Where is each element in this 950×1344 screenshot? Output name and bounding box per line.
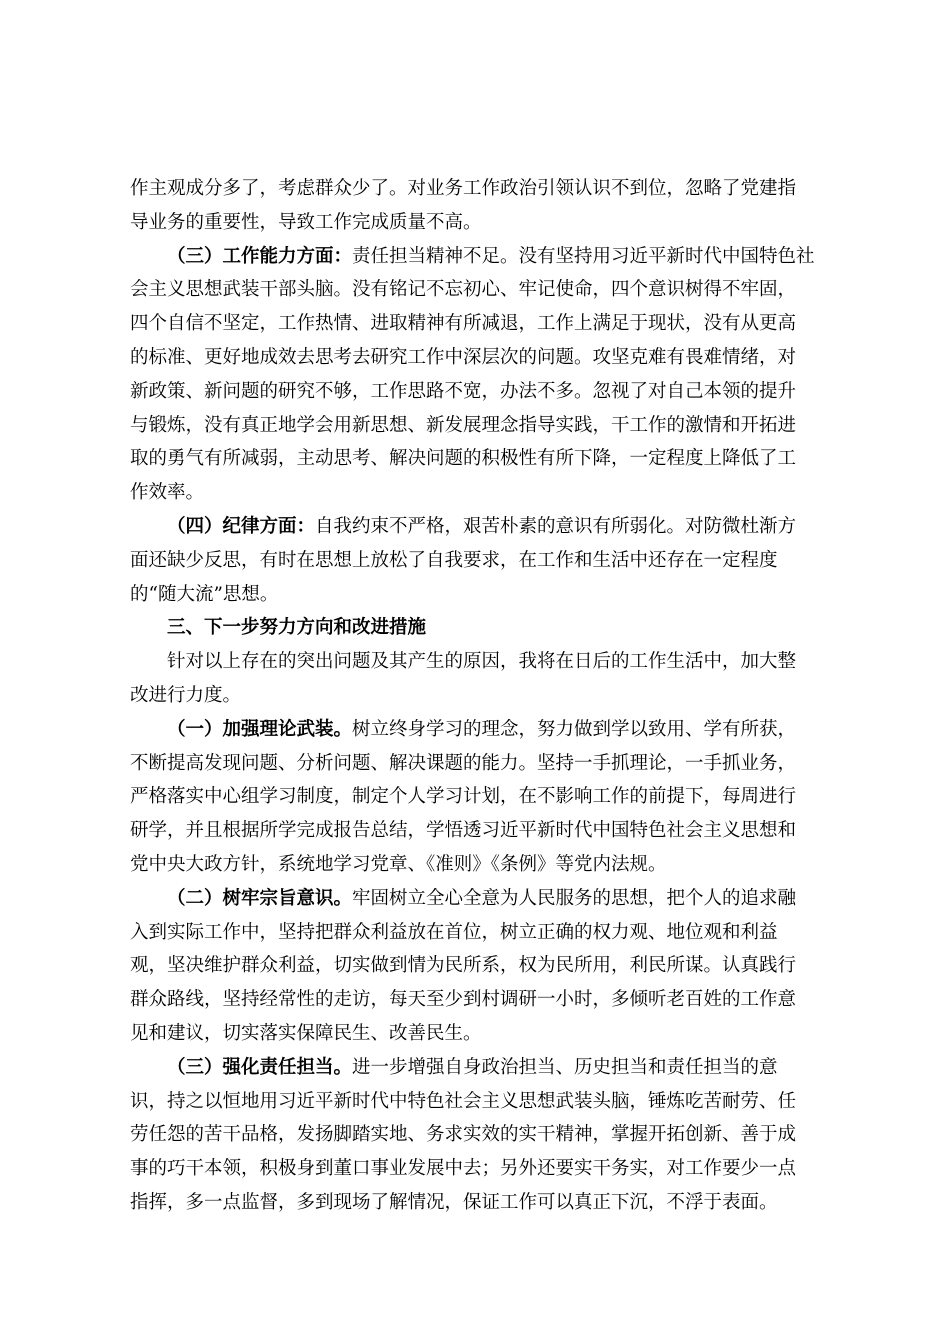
line-text: 观，坚决维护群众利益，切实做到情为民所系，权为民所用，利民所谋。认真践行 <box>130 955 797 977</box>
line-text: 责任担当精神不足。没有坚持用习近平新时代中国特色社 <box>352 245 815 267</box>
text-line <box>130 510 830 544</box>
line-text: 四个自信不坚定，工作热情、进取精神有所减退，工作上满足于现状，没有从更高 <box>130 313 797 335</box>
text-line <box>130 240 830 274</box>
line-text: 入到实际工作中，坚持把群众利益放在首位，树立正确的权力观、地位观和利益 <box>130 921 778 943</box>
bold-heading: （四）纪律方面： <box>167 515 316 537</box>
text-line <box>130 375 830 409</box>
line-text: 针对以上存在的突出问题及其产生的原因，我将在日后的工作生活中，加大整 <box>167 651 797 673</box>
line-text: 会主义思想武装干部头脑。没有铭记不忘初心、牢记使命，四个意识树得不牢固， <box>130 279 797 301</box>
line-text: 树立终身学习的理念，努力做到学以致用、学有所获， <box>352 718 797 740</box>
line-text: 的标准、更好地成效去思考去研究工作中深层次的问题。攻坚克难有畏难情绪，对 <box>130 346 797 368</box>
text-line <box>130 983 830 1017</box>
text-line <box>130 645 830 679</box>
text-line <box>130 307 830 341</box>
text-line <box>130 814 830 848</box>
text-line <box>130 1051 830 1085</box>
bold-heading: （二）树牢宗旨意识。 <box>167 887 353 909</box>
text-line <box>130 713 830 747</box>
bold-heading: （一）加强理论武装。 <box>167 718 353 740</box>
text-line <box>130 611 830 645</box>
line-text: 改进行力度。 <box>130 684 242 706</box>
line-text: 自我约束不严格，艰苦朴素的意识有所弱化。对防微杜渐方 <box>315 515 797 537</box>
text-line <box>130 273 830 307</box>
line-text: 作主观成分多了，考虑群众少了。对业务工作政治引领认识不到位，忽略了党建指 <box>130 178 797 199</box>
text-line <box>130 172 830 206</box>
line-text: 牢固树立全心全意为人民服务的思想，把个人的追求融 <box>352 887 797 909</box>
text-line <box>130 476 830 510</box>
line-text: 识，持之以恒地用习近平新时代中特色社会主义思想武装头脑，锤炼吃苦耐劳、任 <box>130 1090 797 1112</box>
line-text: 事的巧干本领，积极身到董口事业发展中去；另外还要实干务实，对工作要少一点 <box>130 1158 797 1180</box>
text-line <box>130 949 830 983</box>
line-text: 与锻炼，没有真正地学会用新思想、新发展理念指导实践，干工作的激情和开拓进 <box>130 414 797 436</box>
line-text: 取的勇气有所减弱，主动思考、解决问题的积极性有所下降，一定程度上降低了工 <box>130 448 797 470</box>
text-line <box>130 1085 830 1119</box>
line-text: 研学，并且根据所学完成报告总结，学悟透习近平新时代中国特色社会主义思想和 <box>130 820 797 842</box>
text-line <box>130 409 830 443</box>
line-text: 面还缺少反思，有时在思想上放松了自我要求，在工作和生活中还存在一定程度 <box>130 549 778 571</box>
line-text: 不断提高发现问题、分析问题、解决课题的能力。坚持一手抓理论，一手抓业务， <box>130 752 797 774</box>
text-line <box>130 1017 830 1051</box>
line-text: 作效率。 <box>130 482 205 504</box>
line-text: 群众路线，坚持经常性的走访，每天至少到村调研一小时，多倾听老百姓的工作意 <box>130 989 797 1011</box>
text-line <box>130 1152 830 1186</box>
bold-heading: （三）强化责任担当。 <box>167 1056 353 1078</box>
text-line <box>130 848 830 882</box>
text-line <box>130 1186 830 1220</box>
text-line <box>130 206 830 240</box>
text-line <box>130 544 830 578</box>
text-line <box>130 747 830 781</box>
line-text: 导业务的重要性，导致工作完成质量不高。 <box>130 211 482 233</box>
bold-heading: （三）工作能力方面： <box>167 245 353 267</box>
text-line <box>130 882 830 916</box>
text-line <box>130 679 830 713</box>
line-text: 严格落实中心组学习制度，制定个人学习计划，在不影响工作的前提下，每周进行 <box>130 786 797 808</box>
document-body <box>130 172 830 1220</box>
text-line <box>130 442 830 476</box>
line-text: 新政策、新问题的研究不够，工作思路不宽，办法不多。忽视了对自己本领的提升 <box>130 380 797 402</box>
text-line <box>130 578 830 612</box>
text-line <box>130 341 830 375</box>
bold-heading: 三、下一步努力方向和改进措施 <box>167 617 427 639</box>
text-line <box>130 780 830 814</box>
text-line <box>130 916 830 950</box>
line-text: 劳任怨的苦干品格，发扬脚踏实地、务求实效的实干精神，掌握开拓创新、善于成 <box>130 1124 797 1146</box>
line-text: 指挥，多一点监督，多到现场了解情况，保证工作可以真正下沉，不浮于表面。 <box>130 1191 778 1213</box>
line-text: 的“随大流”思想。 <box>130 583 279 605</box>
line-text: 进一步增强自身政治担当、历史担当和责任担当的意 <box>352 1056 778 1078</box>
line-text: 党中央大政方针，系统地学习党章、《准则》《条例》等党内法规。 <box>130 853 667 875</box>
text-line <box>130 1118 830 1152</box>
line-text: 见和建议，切实落实保障民生、改善民生。 <box>130 1022 482 1044</box>
